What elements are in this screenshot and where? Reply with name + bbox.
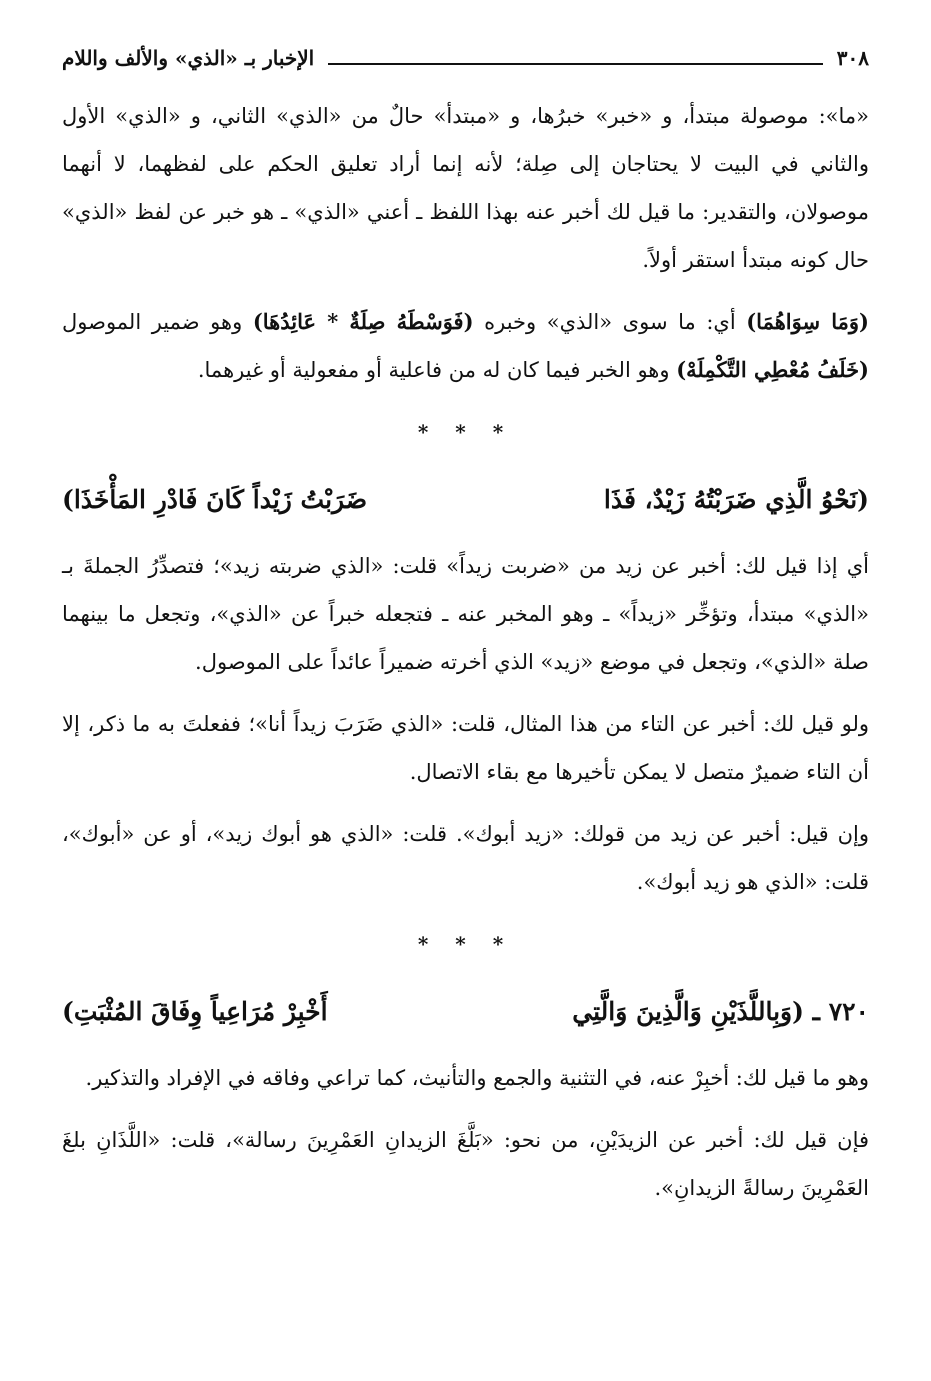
verse-hemistich-first (572, 984, 869, 1040)
verse-number: ٧٢٠ ـ (812, 997, 869, 1026)
verse-hemistich-text: (وَبِاللَّذَيْنِ وَالَّذِينَ وَالَّتِي (572, 997, 804, 1026)
header-rule (328, 63, 823, 65)
verse-line (62, 472, 869, 528)
paragraph-2 (62, 298, 869, 394)
verse-hemistich-second: أَخْبِرْ مُرَاعِياً وِفَاقَ المُثْبَتِ) (62, 997, 328, 1026)
paragraph-1: «ما»: موصولة مبتدأ، و «خبر» خبرُها، و «مبتدأ» حالٌ من «الذي» الثاني، و «الذي» الأول والثاني في البيت لا يحتاجان إلى صِلة؛ لأنه إنما أراد تعليق الحكم على لفظهما، لا أنهما موصولان، والتقدير: ما قيل لك أخبر عنه بهذا اللفظ ـ أعني «الذي» ـ هو خبر عن لفظ «الذي» حال كونه مبتدأ استقر أولاً. (62, 104, 869, 272)
page-body (62, 92, 869, 1226)
verse-hemistich-first: (نَحْوُ الَّذِي ضَرَبْتُهُ زَيْدٌ، فَذَا (603, 485, 869, 514)
verse-quote: (وَمَا سِوَاهُمَا) (746, 309, 869, 334)
section-separator: * * * (417, 420, 514, 444)
chapter-title: الإخبار بـ «الذي» والألف واللام (62, 46, 315, 70)
running-header (62, 38, 869, 78)
verse-hemistich-second: ضَرَبْتُ زَيْداً كَانَ فَادْرِ المَأْخَذَا) (62, 485, 368, 514)
paragraph-4: ولو قيل لك: أخبر عن التاء من هذا المثال، قلت: «الذي ضَرَبَ زيداً أنا»؛ ففعلتَ به ما ذكر، إلا أن التاء ضميرٌ متصل لا يمكن تأخيرها مع بقاء الاتصال. (62, 712, 869, 784)
page-number: ٣٠٨ (836, 46, 869, 70)
commentary-text: أي: ما سوى «الذي» وخبره (473, 310, 747, 334)
verse-quote: (فَوَسْطَهُ صِلَةٌ * عَائِدُهَا) (252, 309, 474, 334)
paragraph-6: وهو ما قيل لك: أخبِرْ عنه، في التثنية والجمع والتأنيث، كما تراعي وفاقه في الإفراد والتذكير. (85, 1066, 869, 1090)
commentary-text: وهو الخبر فيما كان له من فاعلية أو مفعولية أو غيرهما. (197, 358, 677, 382)
paragraph-7: فإن قيل لك: أخبر عن الزيدَيْنِ، من نحو: «بَلَّغَ الزيدانِ العَمْرِينَ رسالة»، قلت: «اللَّذَانِ بلغَ العَمْرِينَ رسالةً الزيدانِ». (62, 1128, 869, 1200)
paragraph-3: أي إذا قيل لك: أخبر عن زيد من «ضربت زيداً» قلت: «الذي ضربته زيد»؛ فتصدِّرُ الجملةَ بـ «الذي» مبتدأ، وتؤخِّر «زيداً» ـ وهو المخبر عنه ـ فتجعله خبراً عن «الذي»، وتجعل ما بينهما صلة «الذي»، وتجعل في موضع «زيد» الذي أخرته ضميراً عائداً على الموصول. (62, 554, 869, 674)
verse-line (62, 984, 869, 1040)
commentary-text: وهو ضمير الموصول (62, 310, 253, 334)
paragraph-5: وإن قيل: أخبر عن زيد من قولك: «زيد أبوك». قلت: «الذي هو أبوك زيد»، أو عن «أبوك»، قلت: «الذي هو زيد أبوك». (62, 822, 869, 894)
section-separator: * * * (417, 932, 514, 956)
verse-quote: (خَلَفُ مُعْطِي التَّكْمِلَهْ) (676, 357, 869, 382)
